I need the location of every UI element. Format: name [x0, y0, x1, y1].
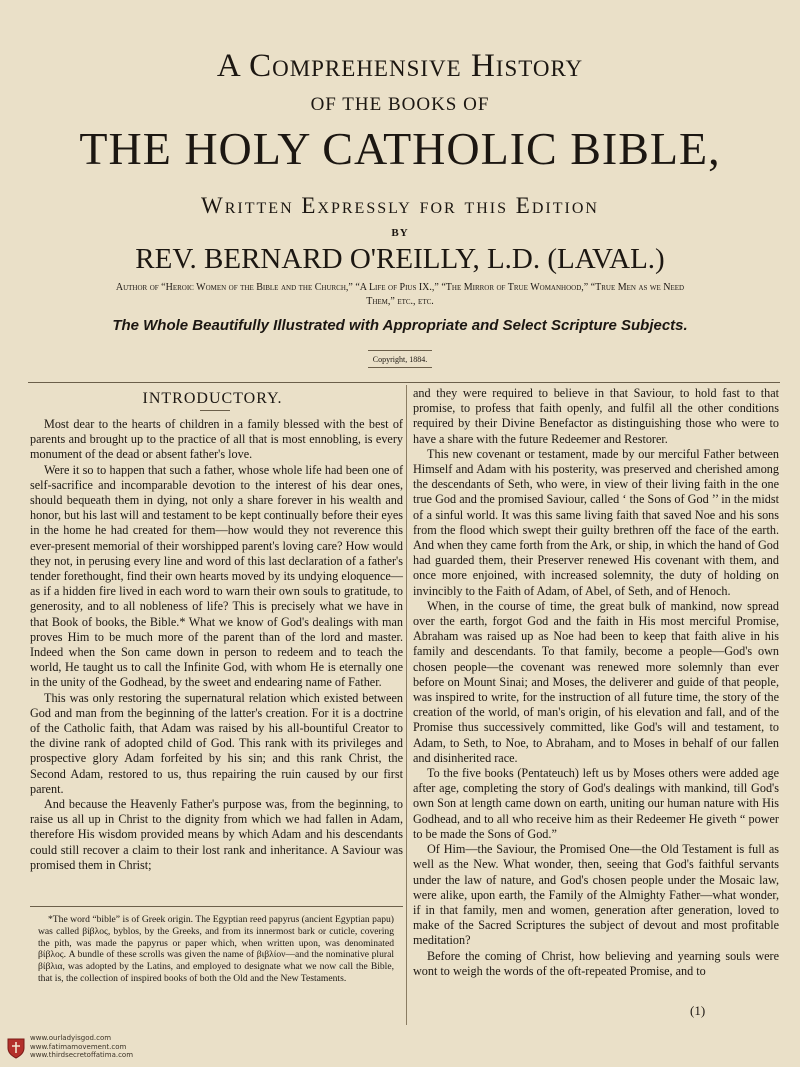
by-label: BY: [391, 227, 409, 239]
paragraph: This new covenant or testament, made by our merciful Father between Himself and Adam with his posterity, was preserved and cherished among the descendants of Seth, who were, in view of their living faith in the one true God and the promised Saviour, called ‘ the Sons of God ’’ in the midst of a sinful world. It was this same living faith that saved Noe and his sons from the flood which swept their guilty brethren off the face of the earth. And when they came forth from the Ark, or ship, in which the hand of God had guarded them, their Preserver renewed His covenant with them, and once more enjoined, with increased solemnity, the duty of holding on invincibly to the Faith of Adam, of Abel, of Seth, and of Henoch.: [413, 446, 779, 598]
footnote-rule: [30, 906, 403, 907]
content-top-rule: [28, 382, 780, 383]
paragraph: Before the coming of Christ, how believing and yearning souls were wont to weigh the words of the oft-repeated Promise, and to: [413, 948, 779, 978]
copyright-rule-bottom: [368, 367, 432, 368]
title-main: THE HOLY CATHOLIC BIBLE,: [79, 123, 721, 174]
watermark-link[interactable]: www.ourladyisgod.com: [30, 1034, 112, 1042]
watermark-link[interactable]: www.thirdsecretoffatima.com: [30, 1051, 134, 1059]
footnote-text: *The word “bible” is of Greek origin. The Egyptian reed papyrus (ancient Egyptian papu) was called βίβλος, byblos, by the Greeks, and from its innermost bark or cuticle, covering the pith, was made the papyrus or paper which, when written upon, was denominated βίβλος. A bundle of these scrolls was given the name of βιβλίον—and the nominative plural βίβλια, was adopted by the Latins, and employed to designate what we now call the Bible, that is, the collection of inspired books of both the Old and the New Testaments.: [38, 914, 394, 984]
copyright-rule-top: [368, 350, 432, 351]
right-column: [413, 386, 779, 979]
column-divider: [406, 385, 407, 1025]
footnote: [38, 914, 394, 985]
author-name: REV. BERNARD O'REILLY, L.D. (LAVAL.): [135, 243, 665, 275]
paragraph: Were it so to happen that such a father, whose whole life had been one of self-sacrifice and incomparable devotion to the interest of his dear ones, should bequeath them in dying, not only a share forever in his wealth and honor, but his last will and testament to be kept continually before their eyes in the home he had created for them—how would they not reverence this ever-present memorial of their worshipped parent's loving care? How would they not, in perusing every line and word of this last declaration of a father's tender forethought, find their own hearts moved by its undying eloquence—as if a hidden fire lived in each word to warn their own souls to gratitude, to generosity, and to all nobleness of life? This is precisely what we have in that Book of books, the Bible.* What we know of God's dealings with man proves Him to be much more of the parent than of the lord and master. Indeed when the Son came down in person to redeem and to teach the world, He taught us to call the Infinite God, with whom He is eternally one in the unity of the Godhead, by the sweet and endearing name of Father.: [30, 462, 403, 690]
title-line-1: A Comprehensive History: [216, 48, 584, 84]
title-line-2: OF THE BOOKS OF: [310, 94, 490, 115]
watermark: [30, 1034, 133, 1060]
paragraph: and they were required to believe in that Saviour, to hold fast to that promise, to profess that faith openly, and fulfil all the other conditions required by their Divine Benefactor as distinguishing those who were to have a share with the future Redeemer and Restorer.: [413, 386, 779, 446]
subtitle: Written Expressly for this Edition: [201, 193, 599, 218]
paragraph: Of Him—the Saviour, the Promised One—the Old Testament is full as well as the New. What wonder, then, seeing that God's faithful servants under the law of nature, and God's chosen people under the Mosaic law, were alike, upon earth, the Family of the Almighty Father—what wonder, if in that family, men and women, generation after generation, loved to make of the Sacred Scriptures the subject of devout and most profitable meditation?: [413, 842, 779, 948]
paragraph: To the five books (Pentateuch) left us by Moses others were added age after age, completing the story of God's dealings with mankind, till God's own Son at length came down on earth, uniting our human nature with His Godhead, and to all who receive him as their Redeemer He giveth “ power to be made the Sons of God.”: [413, 766, 779, 841]
paragraph: Most dear to the hearts of children in a family blessed with the best of parents and brought up to the practice of all that is most ennobling, is every monument of the dead or absent father's love.: [30, 417, 403, 462]
watermark-link[interactable]: www.fatimamovement.com: [30, 1042, 127, 1051]
copyright: Copyright, 1884.: [372, 355, 428, 364]
paragraph: When, in the course of time, the great bulk of mankind, now spread over the earth, forgot God and the faith in His most merciful Promise, Abraham was raised up as Noe had been to keep that faith alive in his family and descendants. To that family, become a people—God's own chosen people—the covenant was renewed more solemnly than ever before on Mount Sinai; and Moses, the deliverer and guide of that people, was inspired to write, for the instruction of all future time, the story of the creation of the world, of man's origin, of his elevation and fall, and of the Promise thus successively committed, like God's will and testament, to Adam, to Seth, to Noe, to Abraham, and to Moses in behalf of our fallen and disinherited race.: [413, 598, 779, 765]
paragraph: And because the Heavenly Father's purpose was, from the beginning, to raise us all up in Christ to the dignity from which we had fallen in Adam, therefore His wisdom provided means by which Adam and his descendants could still recover a claim to their lost rank and inheritance. A Saviour was promised them in Christ;: [30, 797, 403, 872]
heading-underline: [200, 410, 230, 411]
shield-icon: [6, 1037, 26, 1059]
section-heading: INTRODUCTORY.: [142, 390, 283, 407]
tagline: The Whole Beautifully Illustrated with Appropriate and Select Scripture Subjects.: [112, 317, 688, 334]
left-column: [30, 417, 403, 873]
author-credits: Author of “Heroic Women of the Bible and the Church,” “A Life of Pius IX.,” “The Mirror of True Womanhood,” “True Men as we Need Them,” etc., etc.: [115, 282, 685, 307]
paragraph: This was only restoring the supernatural relation which existed between God and man from the beginning of the latter's creation. For it is a doctrine of the Catholic faith, that Adam was raised by his all-bountiful Creator to the divine rank of adopted child of God. This rank with its privileges and prospective glory Adam forfeited by his sin; and this rank Christ, the Second Adam, restored to us, thus repairing the ruin caused by our first parent.: [30, 690, 403, 796]
page-number: (1): [690, 1003, 706, 1018]
